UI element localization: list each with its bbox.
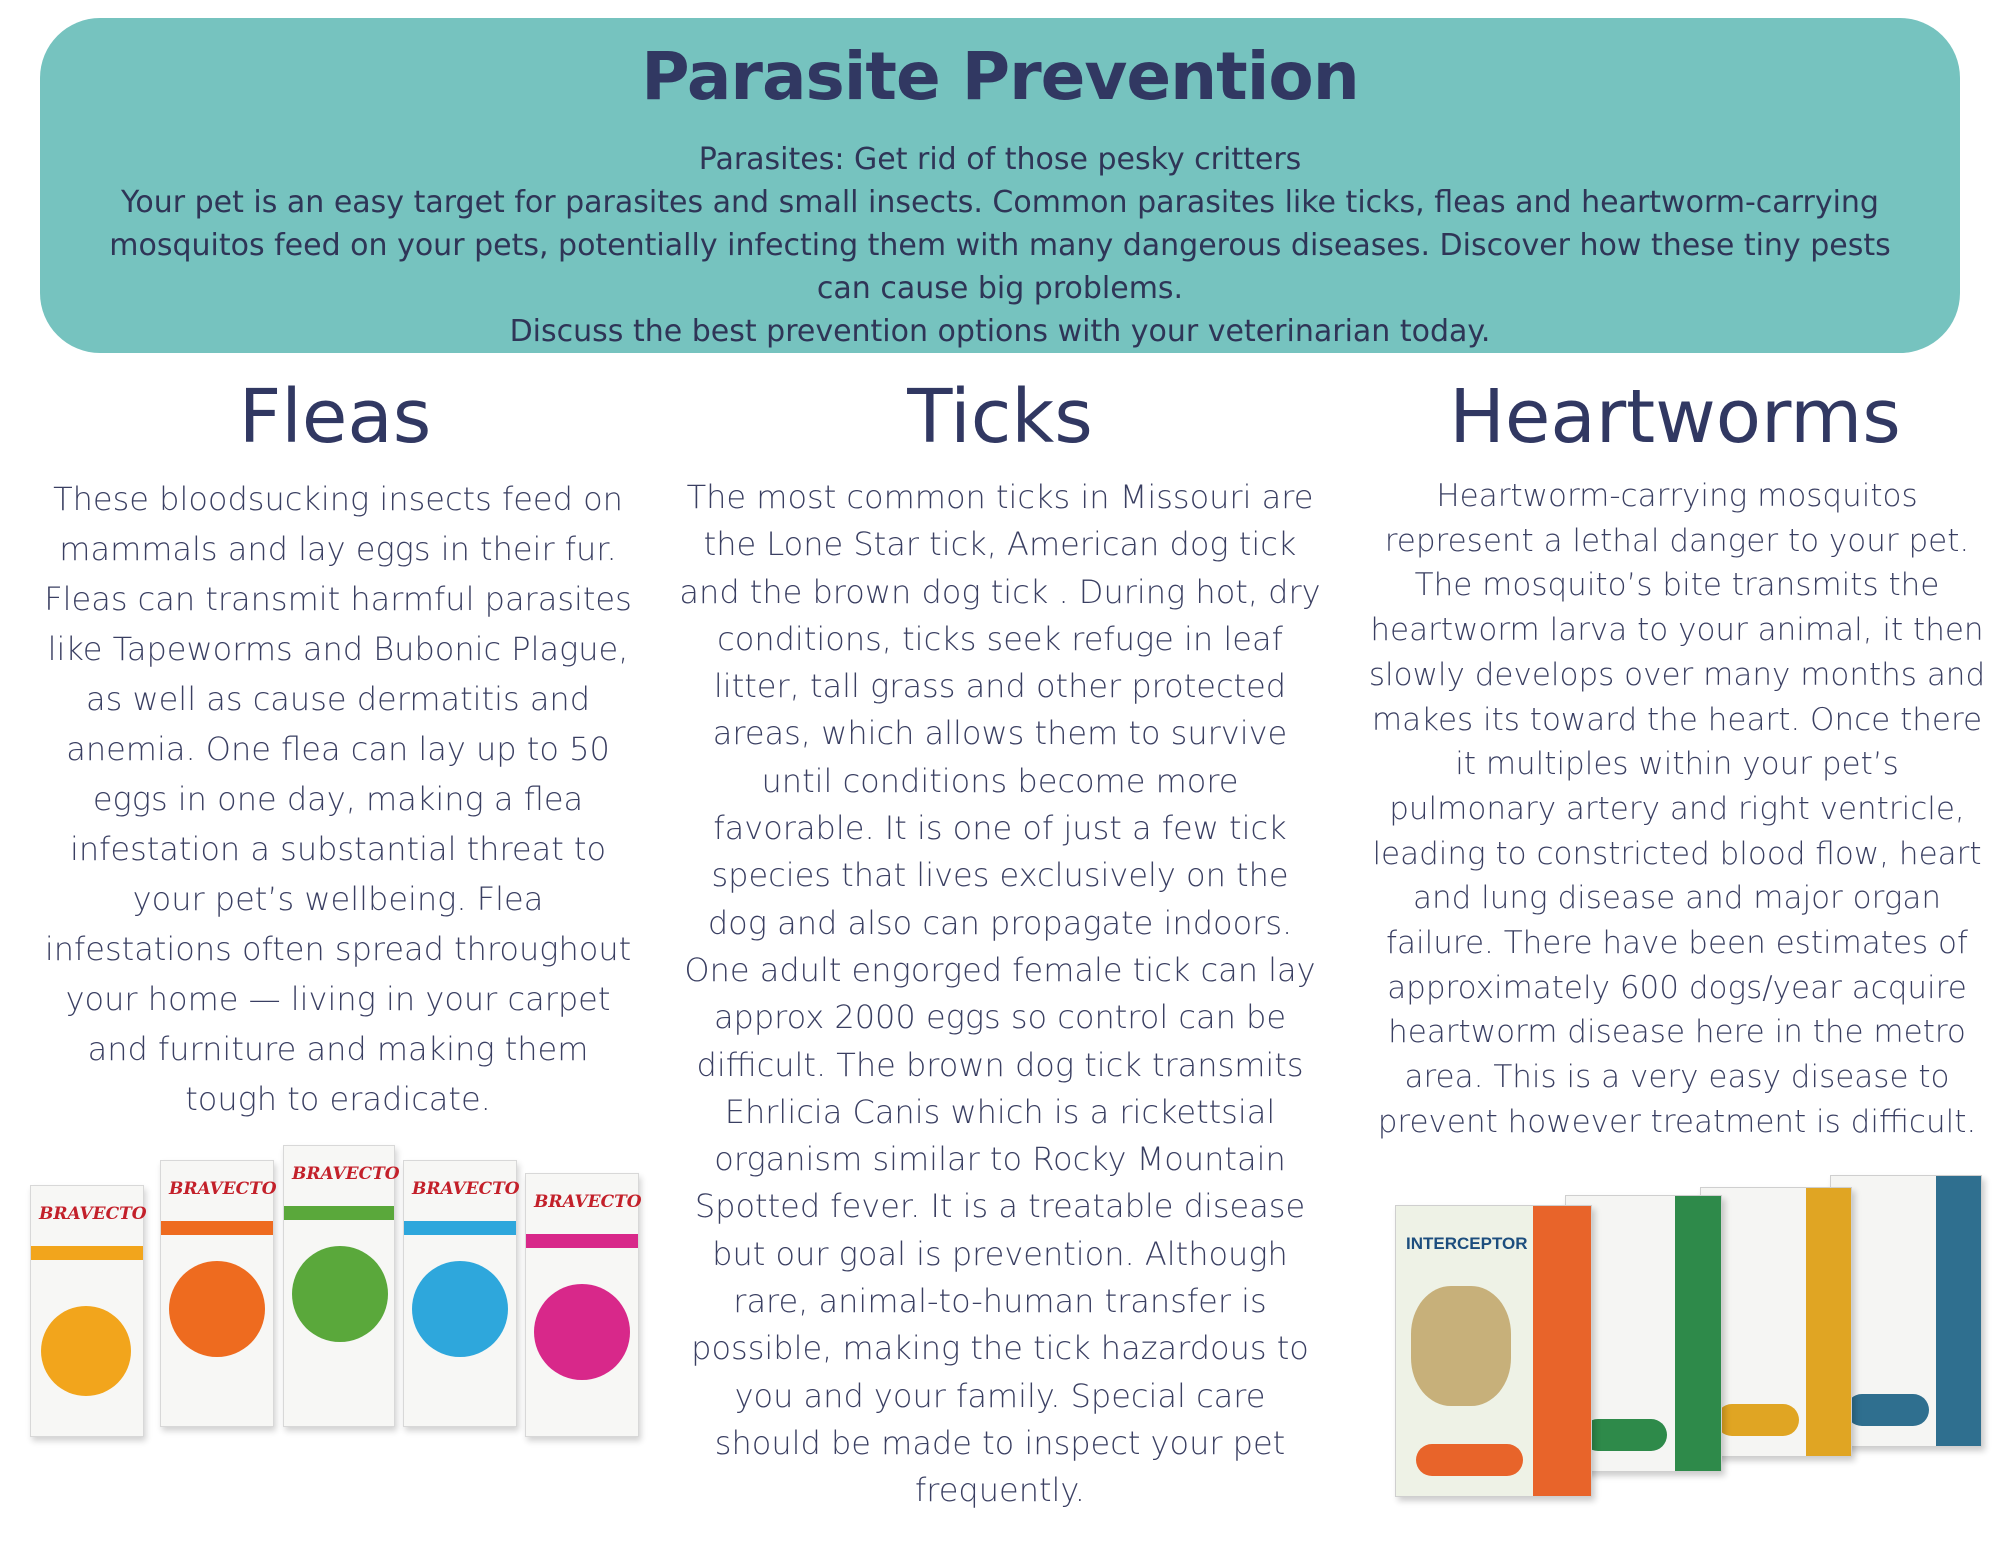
weight-tag bbox=[1582, 1419, 1667, 1451]
dog-photo bbox=[41, 1306, 131, 1396]
dog-photo bbox=[412, 1261, 508, 1357]
dog-photo bbox=[534, 1284, 630, 1380]
intro-line-1: Parasites: Get rid of those pesky critters bbox=[698, 142, 1302, 177]
brand-logo: BRAVECTO bbox=[534, 1192, 642, 1212]
brand-logo: BRAVECTO bbox=[292, 1164, 400, 1184]
brand-logo: BRAVECTO bbox=[169, 1179, 277, 1199]
bravecto-product-image bbox=[30, 1145, 640, 1445]
product-box bbox=[525, 1173, 642, 1437]
color-band bbox=[404, 1221, 516, 1235]
product-box bbox=[1830, 1175, 1982, 1447]
color-band bbox=[1533, 1206, 1592, 1496]
brand-logo: BRAVECTO bbox=[39, 1204, 147, 1224]
heartworms-heading: Heartworms bbox=[1449, 374, 1901, 460]
brand-logo: INTERCEPTOR bbox=[1406, 1234, 1528, 1253]
dog-photo bbox=[169, 1261, 265, 1357]
product-box bbox=[403, 1160, 520, 1427]
product-box bbox=[30, 1185, 147, 1437]
weight-tag bbox=[1416, 1444, 1523, 1476]
color-band bbox=[161, 1221, 273, 1235]
product-box bbox=[1700, 1187, 1852, 1457]
fleas-description: These bloodsucking insects feed on mammals and lay eggs in their fur. Fleas can transmit harmful parasites like Tapeworms and Bubonic Plague, as well as cause dermatitis and anemia. One flea can lay up to 50 eggs in one day, making a flea infestation a substantial threat to your pet’s wellbeing. Flea infestations often spread throughout your home — living in your carpet and furniture and making them tough to eradicate. bbox=[44, 480, 632, 1118]
product-box bbox=[160, 1160, 277, 1427]
intro-line-3: Discuss the best prevention options with your veterinarian today. bbox=[509, 314, 1491, 349]
color-band bbox=[1806, 1188, 1851, 1456]
color-band bbox=[1936, 1176, 1981, 1446]
color-band bbox=[526, 1234, 638, 1248]
color-band bbox=[31, 1246, 143, 1260]
page-title: Parasite Prevention bbox=[641, 38, 1359, 115]
fleas-heading: Fleas bbox=[238, 374, 432, 460]
ticks-heading: Ticks bbox=[907, 374, 1093, 460]
color-band bbox=[284, 1206, 394, 1220]
weight-tag bbox=[1716, 1404, 1799, 1436]
dog-photo bbox=[292, 1246, 388, 1342]
heartworms-description: Heartworm-carrying mosquitos represent a lethal danger to your pet. The mosquito’s bite transmits the heartworm larva to your animal, it then slowly develops over many months and makes its toward the heart. Once there it multiples within your pet’s pulmonary artery and right ventricle, leading to constricted blood flow, heart and lung disease and major organ failure. There have been estimates of approximately 600 dogs/year acquire heartworm disease here in the metro area. This is a very easy disease to prevent however treatment is difficult. bbox=[1368, 478, 1986, 1140]
intro-line-2: Your pet is an easy target for parasites and small insects. Common parasites like ticks, fleas and heartworm-carrying mosquitos feed on your pets, potentially infecting them with many dangerous diseases. Discover how these tiny pests can cause big problems. bbox=[109, 185, 1891, 306]
header-intro bbox=[80, 138, 1920, 353]
weight-tag bbox=[1846, 1394, 1929, 1426]
interceptor-product-image bbox=[1395, 1175, 1985, 1505]
ticks-description: The most common ticks in Missouri are the Lone Star tick, American dog tick and the brown dog tick . During hot, dry conditions, ticks seek refuge in leaf litter, tall grass and other protected areas, which allows them to survive until conditions become more favorable. It is one of just a few tick species that lives exclusively on the dog and also can propagate indoors. One adult engorged female tick can lay approx 2000 eggs so control can be difficult. The brown dog tick transmits Ehrlicia Canis which is a rickettsial organism similar to Rocky Mountain Spotted fever. It is a treatable disease but our goal is prevention. Although rare, animal-to-human transfer is possible, making the tick hazardous to you and your family. Special care should be made to inspect your pet frequently. bbox=[679, 478, 1321, 1510]
dog-photo bbox=[1411, 1286, 1511, 1406]
brand-logo: BRAVECTO bbox=[412, 1179, 520, 1199]
product-box bbox=[283, 1145, 400, 1427]
color-band bbox=[1675, 1196, 1722, 1471]
product-box bbox=[1395, 1205, 1592, 1497]
